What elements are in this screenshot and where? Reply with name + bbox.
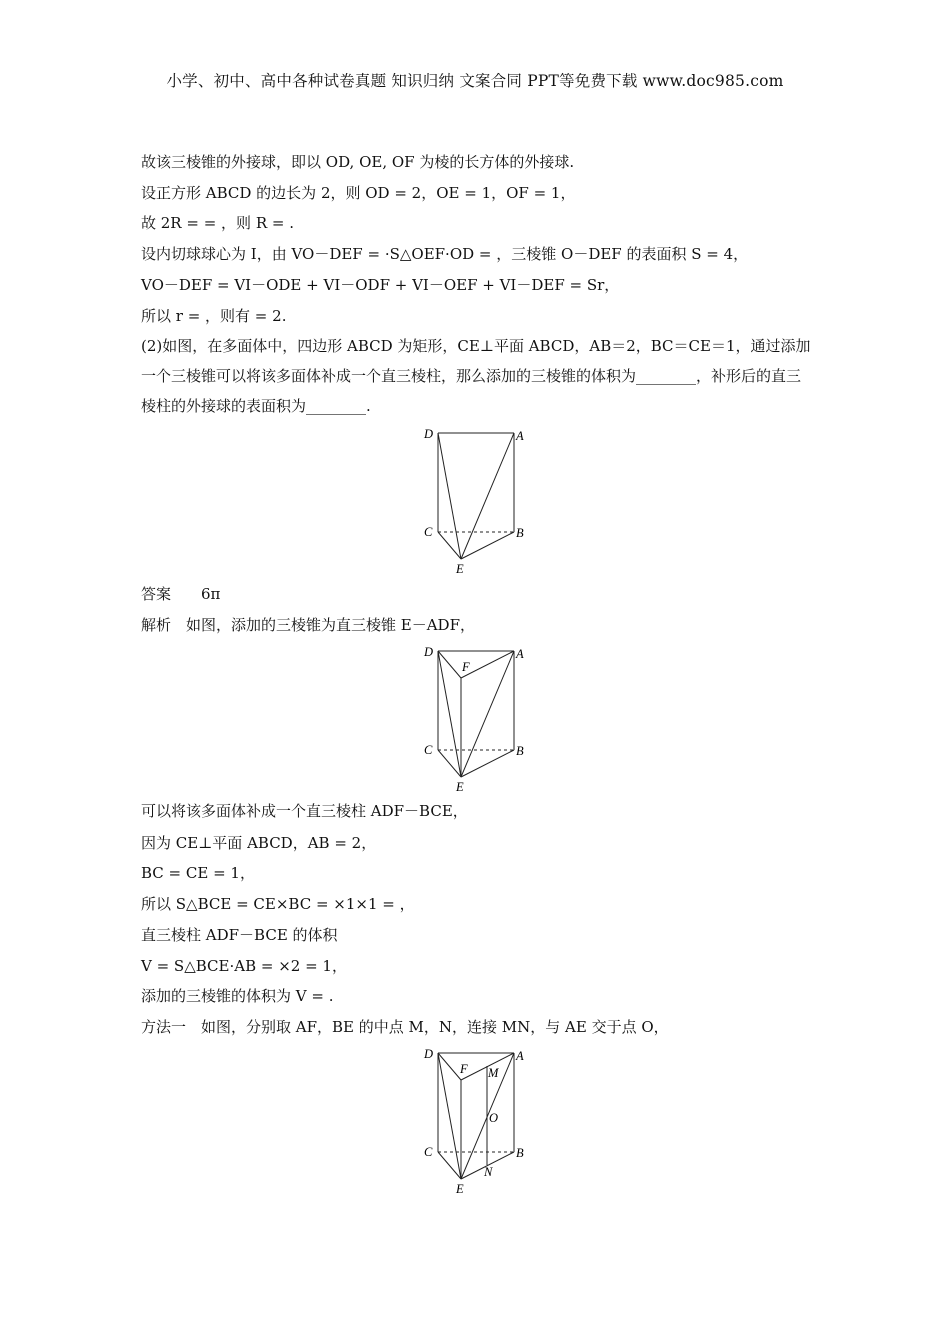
text-line: 故 2R = = ，则 R = . <box>141 214 294 232</box>
vertex-label: C <box>424 1145 433 1159</box>
text-line: VO－DEF = VI－ODE + VI－ODF + VI－OEF + VI－DEF = Sr， <box>141 276 620 294</box>
vertex-label: B <box>516 744 524 758</box>
figure-prism-midpoints <box>420 1042 530 1202</box>
answer-value: 6π <box>201 585 221 603</box>
page-header: 小学、初中、高中各种试卷真题 知识归纳 文案合同 PPT等免费下载 www.doc985.com <box>166 72 784 90</box>
answer-label: 答案 <box>141 585 172 603</box>
text-line: 因为 CE⊥平面 ABCD，AB = 2， <box>141 834 377 852</box>
vertex-label: C <box>424 743 433 757</box>
vertex-label: A <box>516 429 524 443</box>
text-line: 方法一 如图，分别取 AF，BE 的中点 M，N，连接 MN，与 AE 交于点 O， <box>141 1018 669 1036</box>
vertex-label: N <box>484 1165 493 1179</box>
figure-prism <box>420 640 530 795</box>
text-line: 所以 S△BCE = CE×BC = ×1×1 = ， <box>141 895 415 913</box>
vertex-label: F <box>460 1062 468 1076</box>
vertex-label: B <box>516 526 524 540</box>
text-line: 所以 r = ，则有 = 2. <box>141 307 287 325</box>
vertex-label: A <box>516 647 524 661</box>
text-line: 故该三棱锥的外接球，即以 OD, OE, OF 为棱的长方体的外接球. <box>141 153 575 171</box>
vertex-label: C <box>424 525 433 539</box>
text-line: 可以将该多面体补成一个直三棱柱 ADF－BCE， <box>141 802 468 820</box>
text-line: 设正方形 ABCD 的边长为 2，则 OD = 2，OE = 1，OF = 1， <box>141 184 576 202</box>
vertex-label: E <box>456 562 464 576</box>
text-line: 添加的三棱锥的体积为 V = . <box>141 987 334 1005</box>
vertex-label: M <box>488 1066 499 1080</box>
vertex-label: B <box>516 1146 524 1160</box>
vertex-label: D <box>424 427 434 441</box>
vertex-label: D <box>424 1047 434 1061</box>
analysis-line: 解析 如图，添加的三棱锥为直三棱锥 E－ADF， <box>141 616 475 634</box>
figure-polyhedron <box>420 422 530 577</box>
answer-line <box>141 584 220 604</box>
text-line: BC = CE = 1， <box>141 864 255 882</box>
problem-statement: (2)如图，在多面体中，四边形 ABCD 为矩形，CE⊥平面 ABCD，AB＝2，BC＝CE＝1，通过添加一个三棱锥可以将该多面体补成一个直三棱柱，那么添加的三棱锥的体积为________，补形后的直三棱柱的外接球的表面积为________. <box>141 337 811 415</box>
text-line: V = S△BCE·AB = ×2 = 1， <box>141 957 347 975</box>
vertex-label: O <box>489 1111 499 1125</box>
vertex-label: D <box>424 645 434 659</box>
vertex-label: E <box>456 780 464 794</box>
text-line: 设内切球球心为 I，由 VO－DEF = ·S△OEF·OD = ，三棱锥 O－DEF 的表面积 S = 4， <box>141 245 749 263</box>
vertex-label: E <box>456 1182 464 1196</box>
vertex-label: F <box>462 660 470 674</box>
vertex-label: A <box>516 1049 524 1063</box>
text-line: 直三棱柱 ADF－BCE 的体积 <box>141 926 338 944</box>
